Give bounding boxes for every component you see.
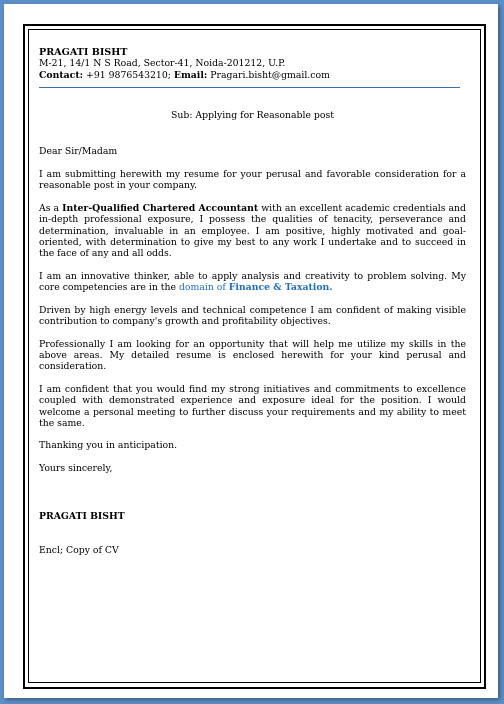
paragraph-3: [39, 271, 466, 294]
header-divider: [39, 87, 460, 88]
domain-highlight: Finance & Taxation.: [228, 282, 333, 294]
paragraph-6: I am confident that you would find my strong initiatives and commitments to excellence coupled with demonstrated experience and exposure ideal for the position. I would welcome a personal meeting to further discuss your requirements and my ability to meet the same.: [39, 383, 466, 429]
paragraph-2: [39, 203, 466, 260]
paragraph-3-body: I am an innovative thinker, able to apply analysis and creativity to problem solving. My core competencies are in the: [39, 270, 466, 294]
document-page: [4, 4, 498, 698]
contact-email: Pragari.bisht@gmail.com: [207, 69, 330, 81]
sender-address: M-21, 14/1 N S Road, Sector-41, Noida-201212, U.P.: [39, 58, 286, 70]
sender-contact: [39, 70, 466, 81]
paragraph-2-body: with an excellent academic credentials and in-depth professional exposure, I possess the qualities of tenacity, perseverance and determination, invaluable in an employee. I am positive, highly motivated and goal-oriented, with determination to give my best to any work I undertake and to succeed in the face of any and all odds.: [39, 202, 466, 260]
paragraph-1: I am submitting herewith my resume for your perusal and favorable consideration for a reasonable post in your company.: [39, 169, 466, 192]
signature-name: PRAGATI BISHT: [39, 511, 125, 523]
paragraph-2-intro: As a: [39, 202, 63, 214]
sender-name: PRAGATI BISHT: [39, 47, 128, 58]
paragraph-4: Driven by high energy levels and technical competence I am confident of making visible contribution to company's growth and profitability objectives.: [39, 304, 466, 328]
contact-phone: +91 9876543210;: [83, 69, 174, 81]
domain-text: domain of: [178, 282, 229, 294]
subject-line: Sub: Applying for Reasonable post: [171, 110, 334, 122]
letter-body: [39, 47, 466, 556]
salutation: Dear Sir/Madam: [39, 145, 118, 157]
paragraph-5: Professionally I am looking for an opportunity that will help me utilize my skills in the above areas. My detailed resume is enclosed herewith for your kind perusal and consideration.: [39, 338, 466, 373]
enclosure-note: Encl; Copy of CV: [39, 544, 119, 556]
closing-thanks: Thanking you in anticipation.: [39, 440, 178, 452]
closing-regards: Yours sincerely,: [39, 462, 113, 474]
email-label: Email:: [173, 69, 208, 81]
contact-label: Contact:: [39, 69, 84, 81]
qualification-highlight: Inter-Qualified Chartered Accountant: [62, 202, 259, 214]
